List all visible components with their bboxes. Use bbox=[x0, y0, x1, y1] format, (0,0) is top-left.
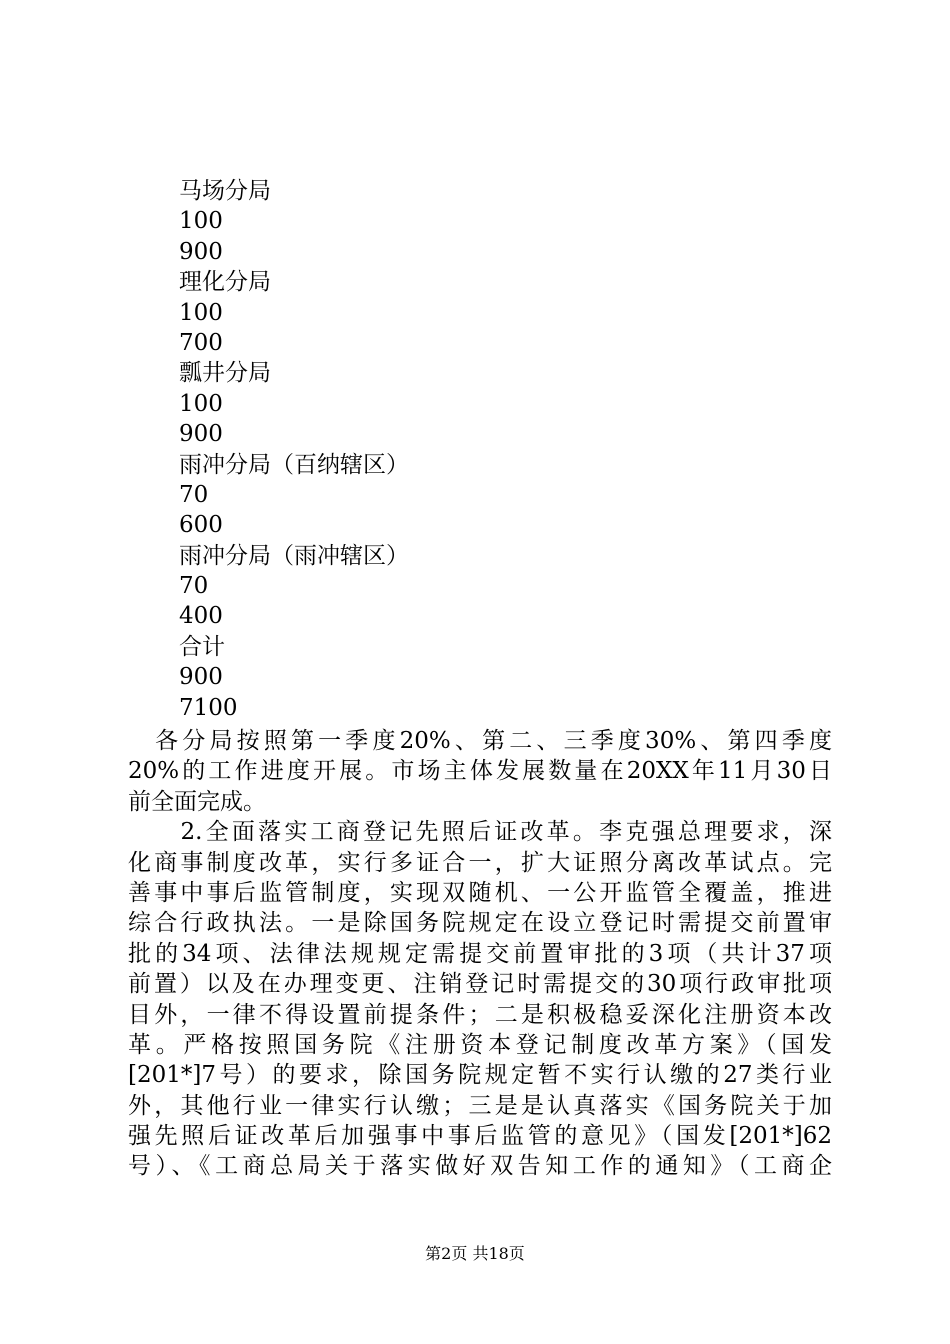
body-text bbox=[128, 726, 832, 1182]
table-cell-district: 理化分局 bbox=[179, 269, 271, 296]
table-cell-value: 400 bbox=[179, 603, 223, 630]
table-cell-value: 70 bbox=[179, 573, 209, 600]
table-cell-value: 7100 bbox=[179, 694, 238, 721]
table-cell-value: 600 bbox=[179, 512, 223, 539]
text-line: 综合行政执法。一是除国务院规定在设立登记时需提交前置审 bbox=[128, 910, 832, 937]
table-cell-district: 雨冲分局（百纳辖区） bbox=[179, 451, 409, 478]
district-table-list bbox=[179, 176, 839, 723]
text-line: 批的34项、法律法规规定需提交前置审批的3项（共计37项 bbox=[128, 940, 832, 967]
page-footer: 第2页 共18页 bbox=[425, 1244, 525, 1263]
text-line: 革。严格按照国务院《注册资本登记制度改革方案》（国发 bbox=[128, 1031, 832, 1058]
table-cell-value: 100 bbox=[179, 208, 223, 235]
table-cell-district: 瓢井分局 bbox=[179, 360, 271, 387]
text-line: [201*]7号）的要求，除国务院规定暂不实行认缴的27类行业 bbox=[128, 1062, 832, 1089]
table-cell-total-label: 合计 bbox=[179, 633, 225, 660]
table-cell-value: 700 bbox=[179, 329, 223, 356]
text-line: 各分局按照第一季度20%、第二、三季度30%、第四季度 bbox=[128, 728, 832, 754]
text-line: 外，其他行业一律实行认缴；三是是认真落实《国务院关于加 bbox=[128, 1092, 832, 1119]
text-line: 20%的工作进度开展。市场主体发展数量在20XX年11月30日 bbox=[128, 758, 832, 785]
table-cell-value: 900 bbox=[179, 664, 223, 691]
text-line: 目外，一律不得设置前提条件；二是积极稳妥深化注册资本改 bbox=[128, 1001, 832, 1028]
table-cell-district: 雨冲分局（雨冲辖区） bbox=[179, 542, 409, 569]
text-line: 前置）以及在办理变更、注销登记时需提交的30项行政审批项 bbox=[128, 971, 832, 998]
text-line: 前全面完成。 bbox=[128, 788, 266, 815]
text-line: 善事中事后监管制度，实现双随机、一公开监管全覆盖，推进 bbox=[128, 879, 832, 906]
text-line: 2.全面落实工商登记先照后证改革。李克强总理要求，深 bbox=[128, 819, 832, 846]
table-cell-value: 900 bbox=[179, 421, 223, 448]
table-cell-value: 100 bbox=[179, 390, 223, 417]
table-cell-value: 100 bbox=[179, 299, 223, 326]
text-line: 化商事制度改革，实行多证合一，扩大证照分离改革试点。完 bbox=[128, 849, 832, 876]
table-cell-value: 900 bbox=[179, 238, 223, 265]
table-cell-district: 马场分局 bbox=[179, 178, 271, 204]
text-line: 强先照后证改革后加强事中事后监管的意见》（国发[201*]62 bbox=[128, 1123, 832, 1150]
paragraph-reform bbox=[128, 817, 832, 1182]
table-cell-value: 70 bbox=[179, 481, 209, 508]
text-line: 号）、《工商总局关于落实做好双告知工作的通知》（工商企 bbox=[128, 1153, 832, 1180]
paragraph-progress bbox=[128, 726, 832, 817]
